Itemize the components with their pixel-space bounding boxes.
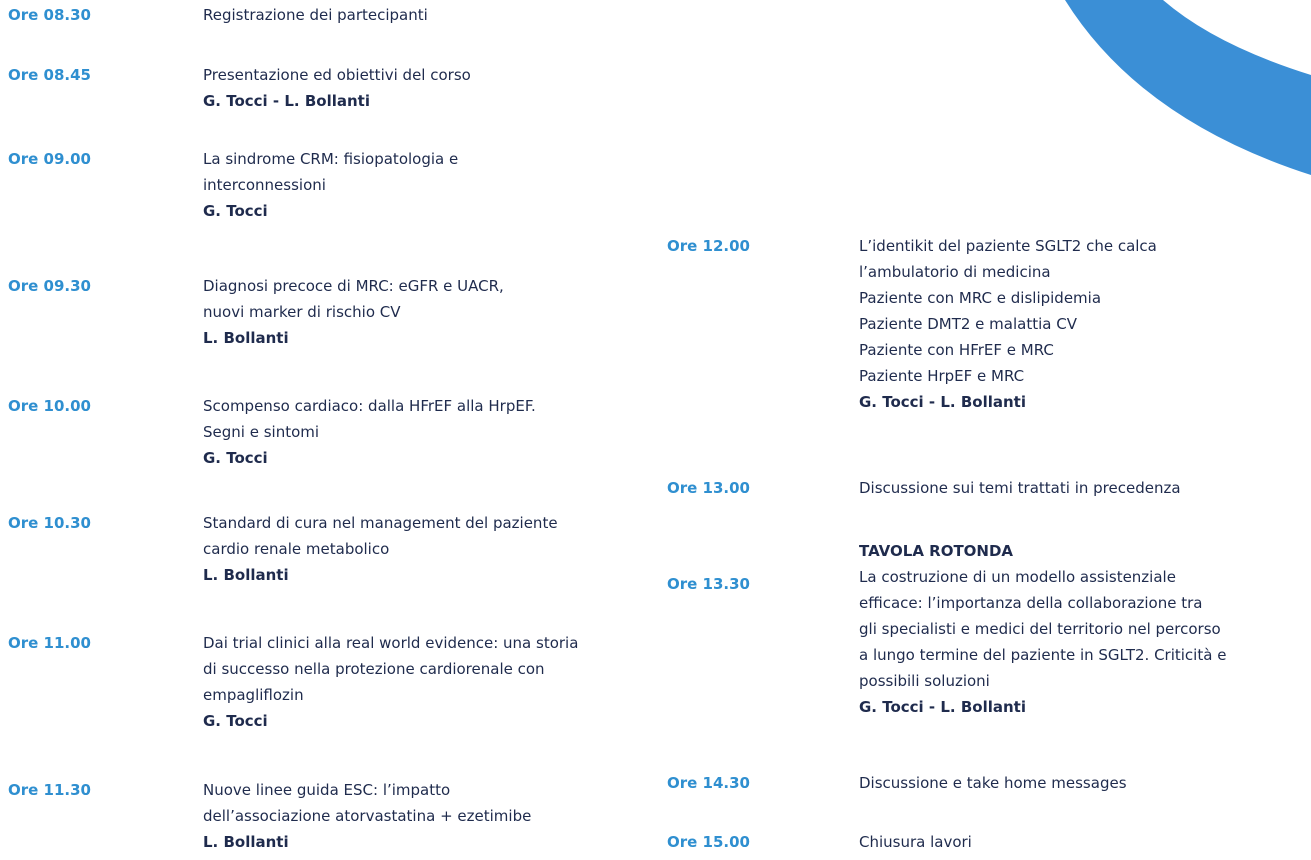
session-speakers: L. Bollanti — [203, 833, 289, 851]
session-speakers: G. Tocci — [203, 202, 268, 220]
session-title-line: possibili soluzioni — [859, 672, 990, 690]
session-time: Ore 13.00 — [667, 479, 750, 497]
session-title-line: Paziente con MRC e dislipidemia — [859, 289, 1102, 307]
session-time: Ore 15.00 — [667, 833, 750, 851]
session-title-line: Paziente HrpEF e MRC — [859, 367, 1025, 385]
session-title-line: dell’associazione atorvastatina + ezetimibe — [203, 807, 532, 825]
session-title-line: Segni e sintomi — [203, 423, 320, 441]
session-speakers: L. Bollanti — [203, 329, 289, 347]
session-time: Ore 09.00 — [8, 150, 91, 168]
session-title-line: La sindrome CRM: fisiopatologia e — [203, 150, 459, 168]
session-body — [203, 62, 471, 114]
session-title-line: Paziente con HFrEF e MRC — [859, 341, 1054, 359]
session-time: Ore 14.30 — [667, 774, 750, 792]
session-title-line: Paziente DMT2 e malattia CV — [859, 315, 1077, 333]
session-time: Ore 11.30 — [8, 781, 91, 799]
session-title-line: L’identikit del paziente SGLT2 che calca — [859, 237, 1157, 255]
session-title-line: Dai trial clinici alla real world evidence: una storia — [203, 634, 579, 652]
session-body — [203, 510, 558, 588]
session-title-line: Presentazione ed obiettivi del corso — [203, 66, 471, 84]
session-title-line: l’ambulatorio di medicina — [859, 263, 1051, 281]
session-title-line: Discussione sui temi trattati in precedenza — [859, 479, 1181, 497]
session-body — [859, 770, 1127, 796]
session-title-line: interconnessioni — [203, 176, 326, 194]
session-body — [203, 273, 504, 351]
session-speakers: G. Tocci — [203, 449, 268, 467]
session-time: Ore 12.00 — [667, 237, 750, 255]
session-body — [859, 829, 972, 855]
session-body — [203, 146, 458, 224]
session-title-line: empagliflozin — [203, 686, 304, 704]
session-time: Ore 13.30 — [667, 575, 750, 593]
session-heading: TAVOLA ROTONDA — [859, 542, 1014, 560]
session-title-line: a lungo termine del paziente in SGLT2. Criticità e — [859, 646, 1227, 664]
session-body — [203, 777, 531, 855]
session-time: Ore 10.00 — [8, 397, 91, 415]
session-title-line: Nuove linee guida ESC: l’impatto — [203, 781, 451, 799]
session-title-line: Registrazione dei partecipanti — [203, 6, 428, 24]
session-time: Ore 09.30 — [8, 277, 91, 295]
session-title-line: efficace: l’importanza della collaborazione tra — [859, 594, 1203, 612]
session-title-line: di successo nella protezione cardiorenale con — [203, 660, 545, 678]
session-time: Ore 10.30 — [8, 514, 91, 532]
session-title-line: cardio renale metabolico — [203, 540, 390, 558]
session-speakers: G. Tocci - L. Bollanti — [203, 92, 370, 110]
session-body — [203, 393, 536, 471]
session-body — [859, 475, 1181, 501]
session-title-line: Chiusura lavori — [859, 833, 972, 851]
session-speakers: G. Tocci - L. Bollanti — [859, 698, 1026, 716]
session-body — [203, 630, 578, 734]
session-body — [203, 2, 428, 28]
session-body — [859, 538, 1226, 720]
session-title-line: Scompenso cardiaco: dalla HFrEF alla HrpEF. — [203, 397, 536, 415]
session-time: Ore 08.45 — [8, 66, 91, 84]
session-body — [859, 233, 1157, 415]
session-speakers: G. Tocci - L. Bollanti — [859, 393, 1026, 411]
session-time: Ore 08.30 — [8, 6, 91, 24]
session-title-line: gli specialisti e medici del territorio nel percorso — [859, 620, 1221, 638]
session-title-line: Standard di cura nel management del paziente — [203, 514, 558, 532]
session-time: Ore 11.00 — [8, 634, 91, 652]
session-title-line: Discussione e take home messages — [859, 774, 1127, 792]
session-title-line: Diagnosi precoce di MRC: eGFR e UACR, — [203, 277, 504, 295]
session-speakers: L. Bollanti — [203, 566, 289, 584]
session-title-line: La costruzione di un modello assistenziale — [859, 568, 1176, 586]
session-title-line: nuovi marker di rischio CV — [203, 303, 401, 321]
session-speakers: G. Tocci — [203, 712, 268, 730]
